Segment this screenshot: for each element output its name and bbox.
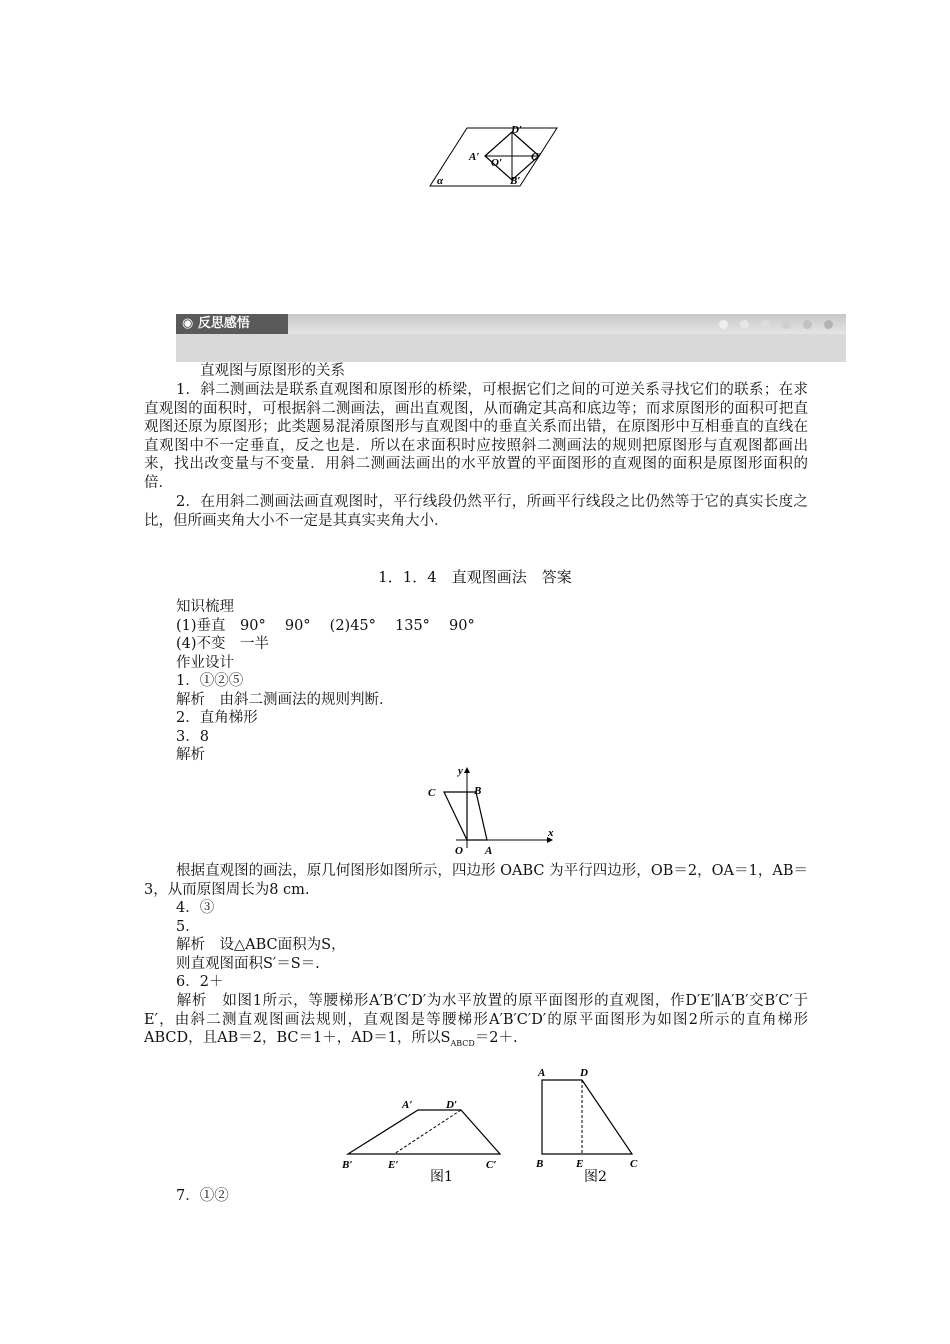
answer-line: 2．直角梯形 — [176, 710, 258, 726]
answer-line: 7．①② — [176, 1188, 229, 1204]
label-d: D′ — [446, 1099, 458, 1111]
answer-title: 1．1．4 直观图画法 答案 — [378, 568, 572, 586]
answer-line: 6．2＋ — [176, 974, 224, 990]
label-e: E — [576, 1158, 584, 1170]
answer-line: (4)不变 一半 — [176, 636, 270, 652]
label-d: D — [580, 1067, 588, 1079]
label-a: A — [538, 1067, 546, 1079]
figure-2-right-trapezoid — [530, 1063, 646, 1185]
reflection-paragraph-2 — [144, 493, 808, 530]
label-e: E′ — [388, 1159, 399, 1171]
answer-line: 解析 设△ABC面积为S， — [176, 937, 346, 953]
parallelogram-oabc — [444, 792, 487, 840]
label-c: C′ — [531, 151, 542, 163]
trapezoid-abcd — [348, 1110, 500, 1154]
banner-dot-icon — [719, 320, 728, 329]
banner-dot-icon — [761, 320, 770, 329]
label-b: B — [536, 1158, 544, 1170]
banner-dot-icon — [803, 320, 812, 329]
answer-line: 知识梳理 — [176, 599, 234, 615]
reflection-heading: 直观图与原图形的关系 — [200, 363, 345, 379]
label-o: O′ — [491, 157, 503, 169]
banner-dot-icon — [824, 320, 833, 329]
banner-dot-icon — [782, 320, 791, 329]
label-c: C — [428, 787, 436, 799]
answer-p6-text: 解析 如图1所示，等腰梯形A′B′C′D′为水平放置的原平面图形的直观图，作D′E′∥A′B′交B′C′于E′，由斜二测直观图画法规则，直观图是等腰梯形A′B′C′D′的原平面图形为如图2所示的直角梯形ABCD，且AB＝2，BC＝1＋，AD＝1，所以S — [144, 993, 808, 1046]
section-banner — [176, 314, 846, 362]
answer-paragraph-3 — [144, 862, 808, 899]
answer-line: 1．①②⑤ — [176, 673, 244, 689]
figure-1-trapezoid — [338, 1082, 508, 1186]
answer-line: 3．8 — [176, 729, 209, 745]
label-o: O — [455, 845, 463, 857]
reflection-paragraph-1 — [144, 381, 808, 492]
answer-line: 4．③ — [176, 900, 215, 916]
label-b: B — [474, 785, 482, 797]
label-b: B′ — [510, 175, 521, 187]
reflection-p1-text: 1．斜二测画法是联系直观图和原图形的桥梁，可根据它们之间的可逆关系寻找它们的联系；在求直观图的面积时，可根据斜二测画法，画出直观图，从而确定其高和底边等；而求原图形的面积可把直观图还原为原图形；此类题易混淆原图形与直观图中的垂直关系而出错，在原图形中互相垂直的直线在直观图中不一定垂直，反之也是．所以在求面积时应按照斜二测画法的规则把原图形与直观图都画出来，找出改变量与不变量．用斜二测画法画出的水平放置的平面图形的直观图的面积是原图形面积的倍． — [144, 382, 808, 491]
answer-p6-subscript: ABCD — [450, 1038, 475, 1048]
label-b: B′ — [342, 1159, 353, 1171]
right-trapezoid-abcd — [542, 1080, 632, 1154]
label-x: x — [548, 827, 554, 839]
answer-line: 则直观图面积S′＝S＝. — [176, 956, 320, 972]
label-y: y — [458, 765, 463, 777]
caption-fig2: 图2 — [584, 1169, 607, 1185]
answer-paragraph-6 — [144, 992, 808, 1053]
answer-line: (1)垂直 90° 90° (2)45° 135° 90° — [176, 618, 475, 634]
caption-fig1: 图1 — [430, 1169, 453, 1185]
answer-line: 作业设计 — [176, 655, 234, 671]
label-a: A — [485, 845, 493, 857]
answer-line: 解析 — [176, 747, 205, 763]
label-c: C — [630, 1158, 638, 1170]
answer-line: 解析 由斜二测画法的规则判断． — [176, 692, 394, 708]
figure-plane-rhombus — [425, 122, 565, 190]
banner-title: ◉ 反思感悟 — [176, 314, 288, 334]
answer-p3-text: 根据直观图的画法，原几何图形如图所示，四边形 OABC 为平行四边形，OB＝2，OA＝1，AB＝3，从而原图周长为8 cm. — [144, 863, 808, 898]
banner-dot-icon — [740, 320, 749, 329]
label-a: A′ — [469, 151, 480, 163]
label-a: A′ — [402, 1099, 413, 1111]
figure-axes-parallelogram — [420, 762, 560, 860]
answer-line: 5． — [176, 919, 200, 935]
label-alpha: α — [437, 175, 444, 187]
answer-p6-end: ＝2＋. — [474, 1030, 518, 1046]
dashed-de — [394, 1110, 461, 1154]
label-c: C′ — [486, 1159, 497, 1171]
label-d: D′ — [511, 124, 523, 136]
reflection-p2-text: 2．在用斜二测画法画直观图时，平行线段仍然平行，所画平行线段之比仍然等于它的真实长度之比，但所画夹角大小不一定是其真实夹角大小． — [144, 494, 808, 529]
